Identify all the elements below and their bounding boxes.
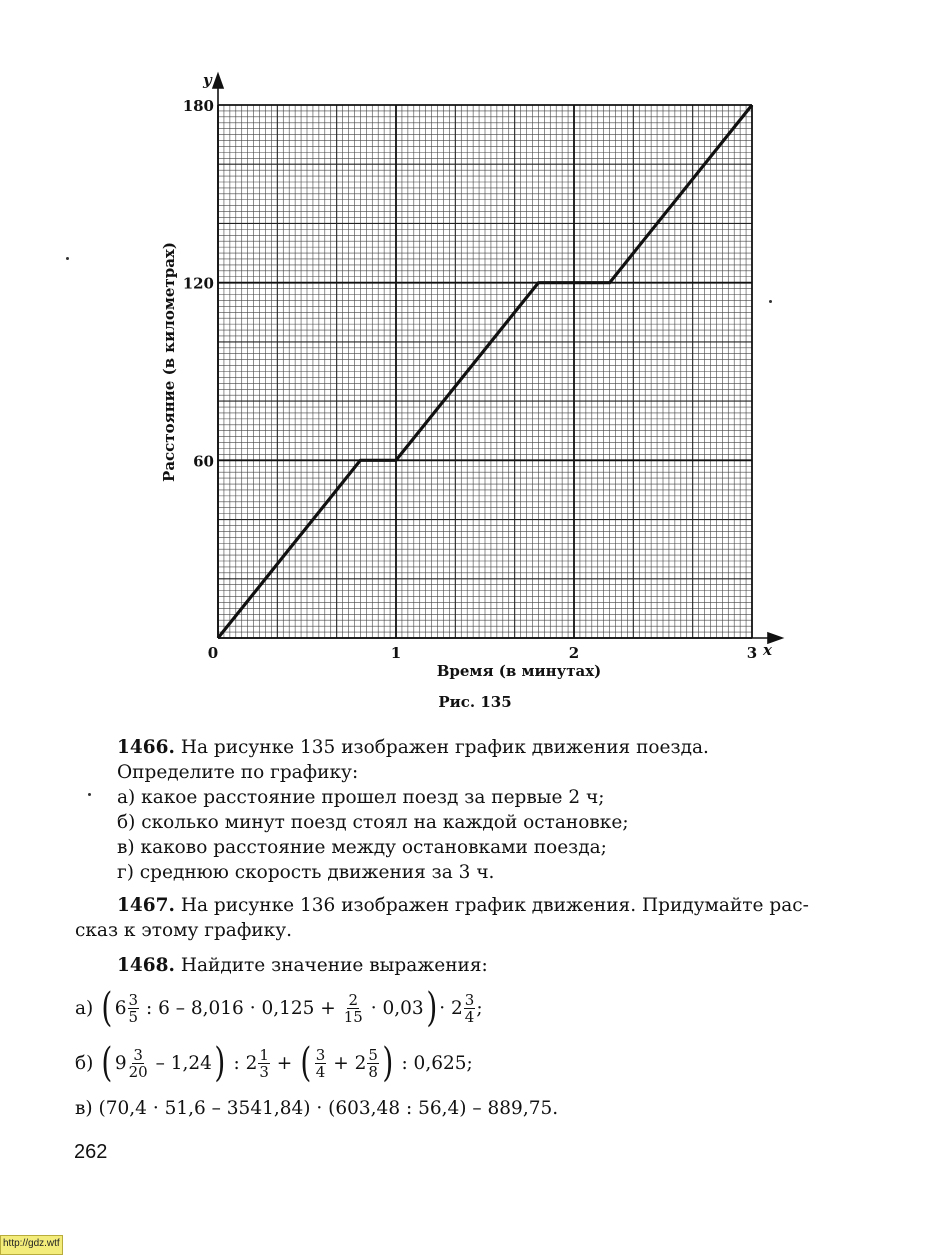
expression-part: + 2 [333, 1052, 367, 1074]
fraction [128, 992, 140, 1025]
problem-1466 [117, 735, 709, 885]
problem-number: 1467. [117, 895, 175, 916]
y-axis-letter: y [203, 71, 212, 89]
numerator: 5 [368, 1045, 378, 1064]
expression-part: : 2 [233, 1052, 258, 1074]
close-paren: ) [425, 985, 437, 1031]
y-axis-arrow [213, 74, 223, 88]
y-axis-title: Расстояние (в километрах) [160, 242, 178, 482]
expression-part: – 1,24 [155, 1052, 212, 1074]
expression-part: ; [476, 997, 483, 1019]
denominator: 15 [343, 1007, 363, 1026]
numerator: 3 [128, 990, 139, 1009]
expression-text: (70,4 · 51,6 – 3541,84) · (603,48 : 56,4) – 889,75. [98, 1097, 559, 1119]
denominator: 5 [128, 1007, 139, 1026]
denominator: 8 [368, 1062, 378, 1081]
expression-label: в) [75, 1097, 93, 1119]
fraction [128, 1047, 149, 1080]
y-tick-label: 180 [182, 97, 214, 115]
x-tick-label: 2 [568, 644, 580, 662]
numerator: 2 [348, 990, 359, 1009]
x-tick-label: 3 [746, 644, 758, 662]
y-tick-label: 120 [182, 274, 214, 293]
expression-b [75, 1040, 473, 1086]
problem-1467-line-1 [75, 893, 809, 918]
denominator: 4 [464, 1007, 475, 1026]
problem-1467 [75, 893, 809, 943]
problem-1468-title [117, 953, 488, 978]
numerator: 3 [464, 990, 475, 1009]
denominator: 20 [128, 1062, 148, 1081]
expression-label: а) [75, 997, 94, 1019]
numerator: 3 [315, 1045, 326, 1064]
open-paren: ( [300, 1040, 312, 1086]
speck [88, 793, 91, 796]
expression-part: · 0,03 [370, 997, 424, 1019]
whole-part: 6 [114, 997, 127, 1019]
fraction [343, 992, 364, 1025]
problem-number: 1466. [117, 737, 175, 758]
numerator: 3 [133, 1045, 143, 1064]
denominator: 3 [259, 1062, 269, 1081]
expression-c [75, 1094, 558, 1122]
page-number: 262 [74, 1141, 108, 1163]
problem-text: На рисунке 136 изображен график движения. Придумайте рас- [180, 895, 809, 916]
x-axis-title: Время (в минутах) [436, 662, 602, 680]
problem-1466-line-1 [117, 735, 709, 760]
expression-part: + [276, 1052, 293, 1074]
expression-label: б) [75, 1052, 94, 1074]
whole-part: 9 [114, 1052, 127, 1074]
denominator: 4 [315, 1062, 326, 1081]
problem-text: Найдите значение выражения: [180, 955, 488, 976]
close-paren: ) [382, 1040, 394, 1086]
problem-1467-line-2: сказ к этому графику. [75, 920, 292, 941]
speck [66, 257, 69, 260]
y-tick-label: 60 [193, 452, 214, 471]
expression-part: · 2 [439, 997, 463, 1019]
problem-1466-item-b: б) сколько минут поезд стоял на каждой остановке; [117, 812, 629, 833]
close-paren: ) [214, 1040, 226, 1086]
expression-a [75, 986, 483, 1030]
fraction [315, 1047, 327, 1080]
problem-1466-line-2: Определите по графику: [117, 762, 359, 783]
expression-part: : 6 – 8,016 · 0,125 + [145, 997, 336, 1019]
axes [213, 74, 782, 643]
fraction [367, 1047, 379, 1080]
x-tick-label: 0 [207, 644, 219, 662]
fraction [464, 992, 476, 1025]
x-tick-labels [208, 644, 757, 662]
open-paren: ( [101, 985, 113, 1031]
figure-caption: Рис. 135 [438, 693, 512, 711]
watermark-link[interactable]: http://gdz.wtf [0, 1235, 63, 1255]
speck [769, 300, 772, 303]
y-tick-labels [183, 97, 214, 470]
numerator: 1 [259, 1045, 269, 1064]
problem-1466-item-a: а) какое расстояние прошел поезд за первые 2 ч; [117, 787, 605, 808]
fraction [258, 1047, 270, 1080]
open-paren: ( [101, 1040, 113, 1086]
x-axis-letter: x [763, 641, 772, 659]
problem-1466-item-c: в) каково расстояние между остановками поезда; [117, 837, 607, 858]
expression-part: : 0,625; [401, 1052, 473, 1074]
x-tick-label: 1 [390, 644, 402, 662]
problem-1466-item-d: г) среднюю скорость движения за 3 ч. [117, 862, 495, 883]
problem-number: 1468. [117, 955, 175, 976]
problem-text: На рисунке 135 изображен график движения поезда. [180, 737, 709, 758]
grid-minor-lines [218, 105, 752, 638]
